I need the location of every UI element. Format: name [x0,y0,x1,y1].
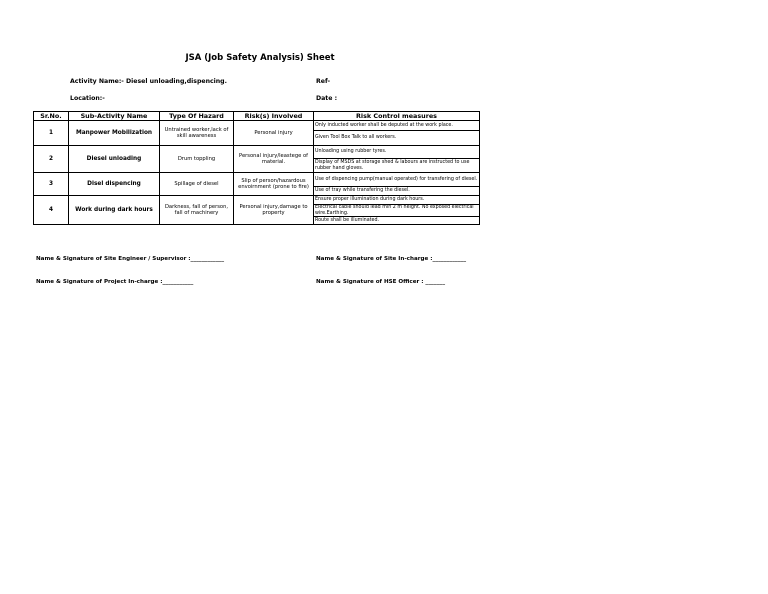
row-control: Use of dispencing pump(manual operated) for transfering of diesel. [314,173,480,187]
table-row [34,121,480,131]
row-risk: Personal injury [234,121,314,146]
row-risk: Slip of person/hazardous envoirnment (prone to fire) [234,173,314,196]
row-sr: 1 [34,121,69,146]
ref-label: Ref- [316,78,331,85]
site-engineer-signature: Name & Signature of Site Engineer / Supervisor :____________ [36,256,225,262]
project-incharge-signature: Name & Signature of Project In-charge :___________ [36,279,194,285]
row-sub-activity: Diesel unloading [69,146,160,173]
table-row [34,146,480,159]
page-title: JSA (Job Safety Analysis) Sheet [185,53,335,63]
row-control: Only inducted worker shall be deputed at the work place. [314,121,480,131]
table-header-row [34,112,480,121]
row-control: Display of MSDS at storage shed & labours are instructed to use rubber hand gloves. [314,159,480,173]
col-risk: Risk(s) Involved [234,112,314,121]
row-sr: 2 [34,146,69,173]
col-hazard: Type Of Hazard [160,112,234,121]
col-controls: Risk Control measures [314,112,480,121]
row-sub-activity: Work during dark hours [69,196,160,225]
col-sub-activity: Sub-Activity Name [69,112,160,121]
location-label: Location:- [70,95,105,102]
row-risk: Personal injury/leastege of material. [234,146,314,173]
row-control: Ensure proper illumination during dark hours. [314,196,480,205]
row-hazard: Drum toppling [160,146,234,173]
row-sr: 4 [34,196,69,225]
site-incharge-signature: Name & Signature of Site In-charge :____________ [316,256,467,262]
row-sr: 3 [34,173,69,196]
table-row [34,173,480,187]
row-hazard: Darkness, fall of person, fall of machinery [160,196,234,225]
row-sub-activity: Disel dispencing [69,173,160,196]
row-control: Route shall be illuminated. [314,217,480,225]
table-row [34,196,480,205]
hse-officer-signature: Name & Signature of HSE Officer : _______ [316,279,445,285]
col-sr-no: Sr.No. [34,112,69,121]
row-hazard: Untrained worker,lack of skill awareness [160,121,234,146]
activity-name: Activity Name:- Diesel unloading,dispencing. [70,78,227,85]
row-control: Electrical cable should lead min 2 m height. No exposed electrical wire.Earthing. [314,205,480,217]
row-sub-activity: Manpower Mobilization [69,121,160,146]
jsa-table [33,111,480,225]
row-risk: Personal injury,damage to property [234,196,314,225]
row-control: Given Tool Box Talk to all workers. [314,131,480,146]
date-label: Date : [316,95,338,102]
row-control: Use of tray while transfering the diesel. [314,187,480,196]
row-hazard: Spillage of diesel [160,173,234,196]
row-control: Unloading using rubber tyres. [314,146,480,159]
